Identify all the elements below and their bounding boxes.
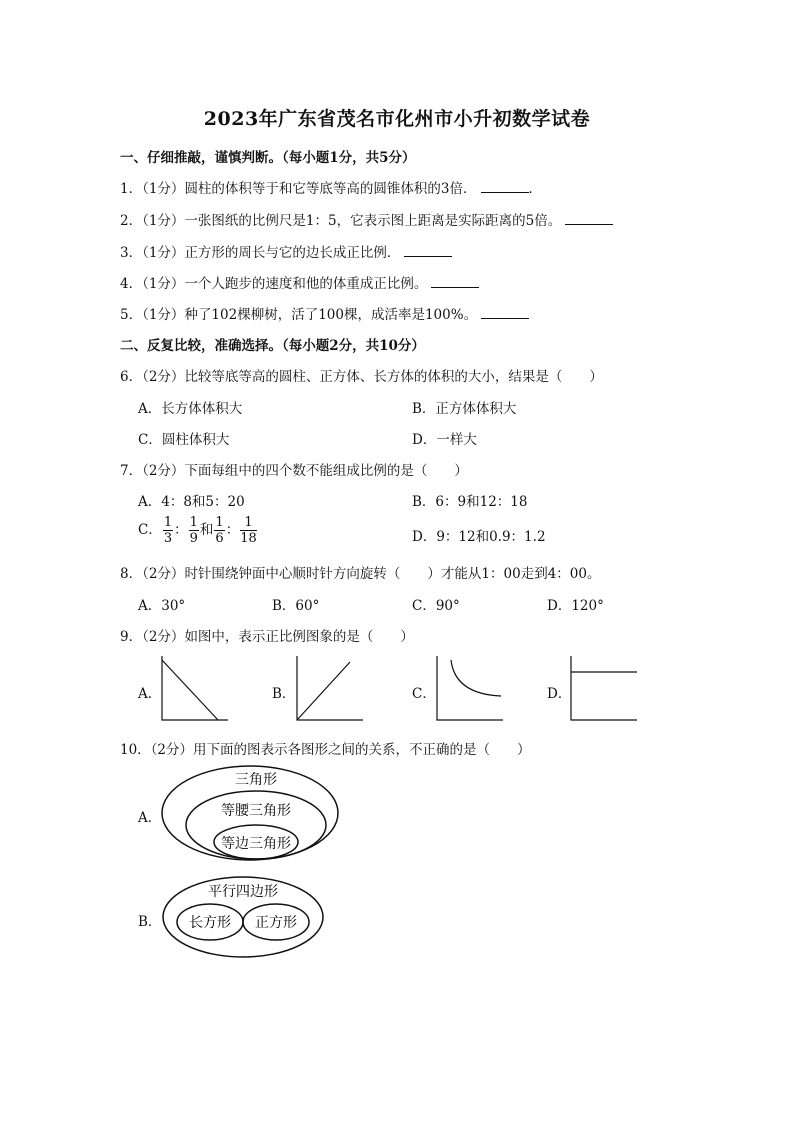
q6-option-d[interactable]: D．一样大 [412, 432, 477, 448]
q7-c-f3-numerator: 1 [215, 515, 224, 530]
q4-score: （1分） [142, 276, 185, 292]
q6-option-c[interactable]: C．圆柱体积大 [138, 432, 230, 448]
q10-text: 用下面的图表示各图形之间的关系，不正确的是（ ） [193, 742, 531, 758]
q8-number: 8． [120, 566, 143, 582]
q6-option-a[interactable]: A．长方体体积大 [138, 401, 243, 417]
q6-score: （2分） [142, 369, 185, 385]
q6-option-b[interactable]: B．正方体体积大 [412, 401, 517, 417]
q1-score: （1分） [142, 181, 185, 197]
question-8 [120, 562, 600, 582]
q7-c-label: C． [138, 522, 162, 538]
q9-score: （2分） [142, 629, 185, 645]
q9-graph-d-constant-line [569, 654, 639, 722]
q7-score: （2分） [142, 463, 185, 479]
q7-option-d[interactable]: D．9：12和0.9：1.2 [412, 529, 546, 545]
diagram-a-middle-label: 等腰三角形 [221, 803, 291, 819]
section2-heading: 二、反复比较，准确选择。（每小题2分，共10分） [120, 338, 425, 354]
q8-option-d[interactable]: D．120° [547, 598, 604, 614]
q9-graph-c-inverse-curve [435, 654, 505, 722]
q4-answer-blank[interactable] [431, 275, 479, 288]
q7-number: 7． [120, 463, 143, 479]
q9-text: 如图中，表示正比例图象的是（ ） [184, 629, 414, 645]
q5-number: 5． [120, 307, 143, 323]
q6-number: 6． [120, 369, 143, 385]
q7-option-a[interactable]: A．4：8和5：20 [138, 494, 245, 510]
q3-score: （1分） [142, 245, 185, 261]
q6-text: 比较等底等高的圆柱、正方体、长方体的体积的大小，结果是（ ） [184, 369, 603, 385]
question-3 [120, 241, 452, 261]
page-title: 2023年广东省茂名市化州市小升初数学试卷 [203, 108, 591, 130]
q9-option-b[interactable]: B． [272, 686, 296, 702]
diagram-b-right-label: 正方形 [255, 915, 297, 931]
q3-text: 正方形的周长与它的边长成正比例． [184, 245, 401, 261]
q10-number: 10． [120, 742, 151, 758]
question-9 [120, 625, 414, 645]
q7-c-colon-2: ： [225, 522, 240, 538]
q9-graph-b-proportional-line [295, 654, 365, 722]
question-7 [120, 459, 468, 479]
q4-number: 4． [120, 276, 143, 292]
q7-option-b[interactable]: B．6：9和12：18 [412, 494, 528, 510]
q10-diagram-a-nested-ellipses [158, 763, 344, 863]
q9-option-c[interactable]: C． [412, 686, 436, 702]
q10-diagram-b-ellipses [158, 872, 328, 962]
q7-c-fraction-4 [240, 516, 257, 545]
q8-option-c[interactable]: C．90° [412, 598, 460, 614]
question-2 [120, 209, 613, 229]
q3-answer-blank[interactable] [404, 244, 452, 257]
q9-number: 9． [120, 629, 143, 645]
q7-c-f4-denominator: 18 [240, 531, 257, 546]
q7-c-f1-numerator: 1 [163, 515, 173, 530]
diagram-a-outer-label: 三角形 [235, 772, 277, 788]
question-1 [120, 177, 542, 197]
q7-c-fraction-2 [189, 516, 199, 545]
q8-score: （2分） [142, 566, 185, 582]
q1-text: 圆柱的体积等于和它等底等高的圆锥体积的3倍． [184, 181, 477, 197]
q10-option-a[interactable]: A． [138, 810, 162, 826]
diagram-b-left-label: 长方形 [189, 915, 231, 931]
q7-c-fraction-1 [163, 516, 173, 545]
question-6 [120, 365, 603, 385]
q2-score: （1分） [142, 213, 185, 229]
q5-text: 种了102棵柳树，活了100棵，成活率是100%。 [184, 307, 478, 323]
q7-c-and: 和 [199, 522, 214, 538]
q7-c-f3-denominator: 6 [215, 531, 224, 546]
q8-option-a[interactable]: A．30° [138, 598, 186, 614]
section1-heading: 一、仔细推敲，谨慎判断。（每小题1分，共5分） [120, 150, 416, 166]
q1-answer-blank[interactable] [481, 180, 529, 193]
q7-c-colon-1: ： [174, 522, 188, 538]
q5-score: （1分） [142, 307, 185, 323]
q7-option-c[interactable] [138, 516, 258, 545]
q10-score: （2分） [150, 742, 194, 758]
q8-option-b[interactable]: B．60° [272, 598, 320, 614]
diagram-b-outer-label: 平行四边形 [208, 884, 278, 900]
q7-c-f2-numerator: 1 [189, 515, 198, 530]
q10-option-b[interactable]: B． [138, 914, 162, 930]
q5-answer-blank[interactable] [481, 306, 529, 319]
q7-c-f2-denominator: 9 [189, 531, 198, 546]
q4-text: 一个人跑步的速度和他的体重成正比例。 [184, 276, 428, 292]
q1-number: 1． [120, 181, 143, 197]
q1-end: ． [528, 181, 543, 197]
q2-answer-blank[interactable] [565, 212, 613, 225]
q7-c-fraction-3 [214, 516, 224, 545]
question-4 [120, 272, 479, 292]
q7-text: 下面每组中的四个数不能组成比例的是（ ） [184, 463, 468, 479]
q9-option-a[interactable]: A． [138, 686, 162, 702]
q9-option-d[interactable]: D． [547, 686, 572, 702]
question-10 [120, 738, 531, 758]
q3-number: 3． [120, 245, 143, 261]
q9-graph-a-decreasing-line [160, 654, 230, 722]
q2-text: 一张图纸的比例尺是1：5，它表示图上距离是实际距离的5倍。 [184, 213, 562, 229]
diagram-a-inner-label: 等边三角形 [221, 836, 291, 852]
question-5 [120, 303, 529, 323]
q8-text: 时针围绕钟面中心顺时针方向旋转（ ）才能从1：00走到4：00。 [184, 566, 601, 582]
q2-number: 2． [120, 213, 143, 229]
q7-c-f1-denominator: 3 [163, 531, 173, 546]
q7-c-f4-numerator: 1 [240, 516, 257, 531]
